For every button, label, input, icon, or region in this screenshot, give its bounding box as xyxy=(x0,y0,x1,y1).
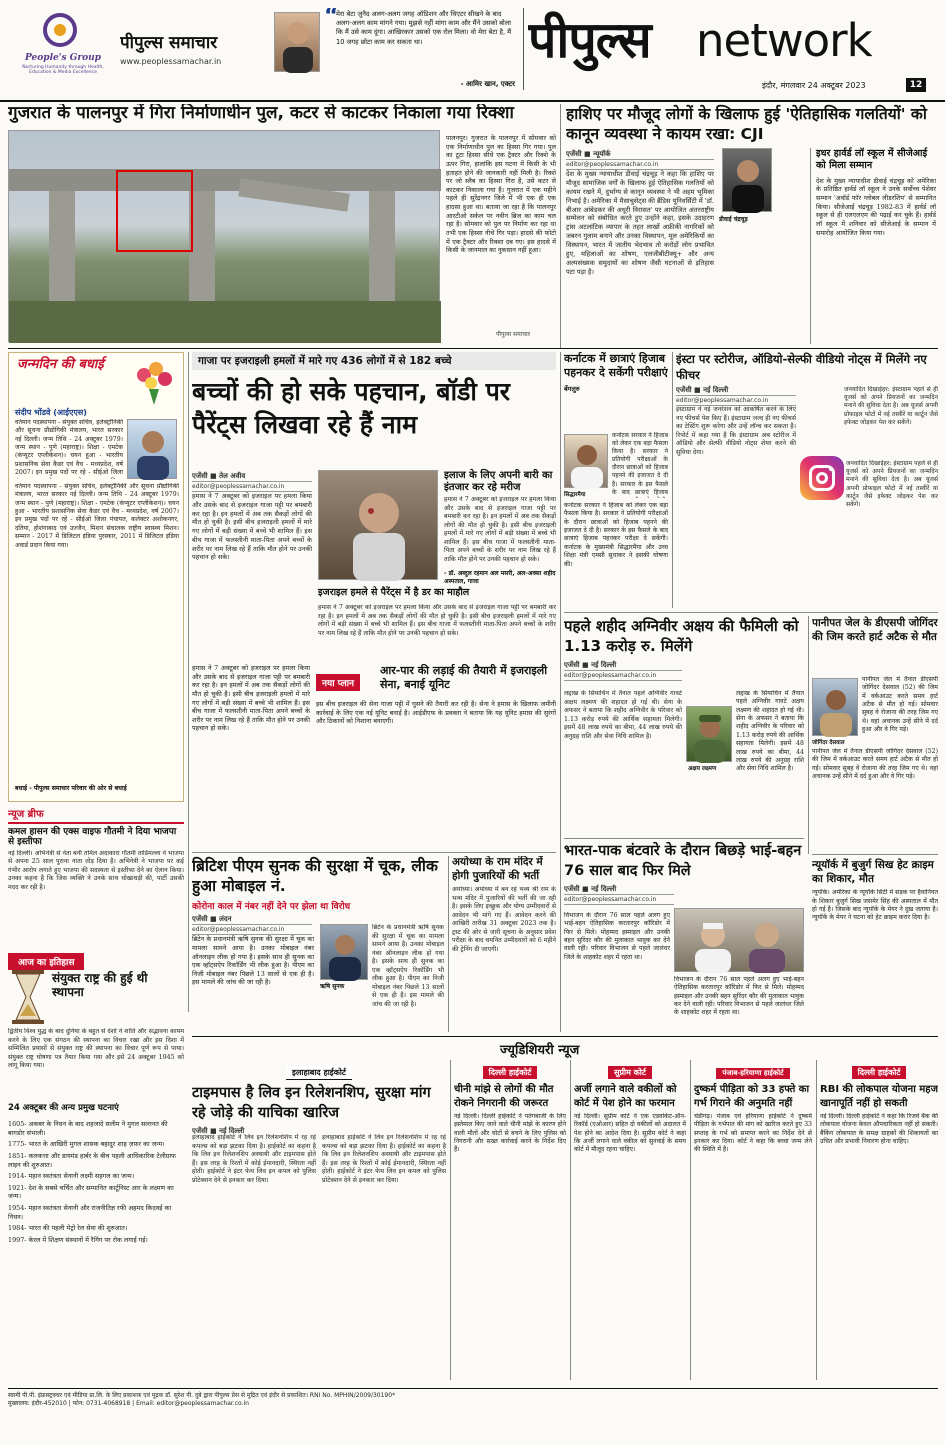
group-logo-icon xyxy=(40,10,80,50)
hourglass-icon xyxy=(8,970,48,1024)
instagram-logo-icon xyxy=(800,456,844,500)
soldier-icon xyxy=(687,707,733,763)
newyork-headline[interactable]: न्यूयॉर्क में बुजुर्ग सिख हेट क्राइम का शिकार, मौत xyxy=(812,859,934,886)
place: लंदन xyxy=(219,915,232,924)
story-karnataka xyxy=(564,352,668,608)
agency: एजेंसी xyxy=(676,386,692,394)
judiciary-col3-tag: सुप्रीम कोर्ट xyxy=(608,1066,652,1079)
masthead xyxy=(0,0,945,102)
email[interactable]: editor@peoplessamachar.co.in xyxy=(676,395,796,406)
ayodhya-headline[interactable]: अयोध्या के राम मंदिर में होगी पुजारियों की भर्ती xyxy=(452,856,543,882)
sunak-photo-caption: ऋषि सुनक xyxy=(320,983,345,990)
judiciary-col1-tag: इलाहाबाद हाईकोर्ट xyxy=(286,1066,352,1080)
gaza-quote: - डॉ. अब्दुल रहमान अल मसरी, अल-अक्सा शहीद अस्पताल, गाजा xyxy=(444,570,556,585)
gaza-body-cont: हमास ने 7 अक्टूबर को इजराइल पर हमला किया और उसके बाद से इजराइल गाजा पट्टी पर बमबारी कर रहा है। इन हमलों में अब तक सैकड़ों लोगों की मौत हो चुकी है। इसी बीच इजराइली हमलों में मारे गए लोगों में बड़ी संख्या में बच्चे भी शामिल हैं। इस बीच गाजा में फलस्तीनी माता-पिता अपने बच्चों के शरीर पर नाम लिख रहे हैं ताकि मौत होने पर उनकी पहचान हो सके। xyxy=(192,664,310,733)
section-divider xyxy=(192,852,556,853)
paper-name-small: पीपुल्स समाचार xyxy=(120,33,218,53)
sunak-subhead: कोरोना काल में नंबर नहीं देने पर झेला था विरोध xyxy=(192,902,351,913)
agniveer-photo-caption: अक्षय लक्ष्मण xyxy=(688,766,717,772)
website[interactable]: www.peoplessamachar.in xyxy=(120,57,222,66)
column-divider xyxy=(188,352,189,1012)
birthday-box xyxy=(8,352,184,802)
story-newyork xyxy=(812,858,938,1034)
person-icon xyxy=(275,13,321,73)
agniveer-body: लद्दाख के सियाचिन में तैनात पहले अग्निवीर गावटे अक्षय लक्ष्मण की शहादत हो गई थी। सेना के अफसर ने बताया कि शहीद अग्निवीर के परिवार को 1.13 करोड़ रुपये की आर्थिक सहायता मिलेगी। इसमें 48 लाख रुपये का बीमा, 44 लाख रुपये की अनुग्रह राशि और सेवा निधि शामिल है। xyxy=(564,690,682,740)
judiciary-col1: इलाहाबाद हाईकोर्ट टाइमपास है लिव इन रिलेशनशिप, सुरक्षा मांग रहे जोड़े की याचिका खारिज एजेंसी ■ नई दिल्ली इलाहाबाद हाईकोर्ट ने लिव इन रिलेशनशिप में रह रहे कपल्स को बड़ा झटका दिया है। हाईकोर्ट का कहना है कि लिव इन रिलेशनशिप अस्थायी और टाइमपास होते हैं। इस तरह के रिश्तों में कोई ईमानदारी, स्थिरता नहीं होती। हाईकोर्ट ने इंटर फेथ लिव इन कपल को पुलिस प्रोटेक्शन देने से इनकार कर दिया। इलाहाबाद हाईकोर्ट ने लिव इन रिलेशनशिप में रह रहे कपल्स को बड़ा झटका दिया है। हाईकोर्ट का कहना है कि लिव इन रिलेशनशिप अस्थायी और टाइमपास होते हैं। इस तरह के रिश्तों में कोई ईमानदारी, स्थिरता नहीं होती। हाईकोर्ट ने इंटर फेथ लिव इन कपल को पुलिस प्रोटेक्शन देने से इनकार कर दिया। xyxy=(192,1060,446,1384)
history-list-title: 24 अक्टूबर की अन्य प्रमुख घटनाएं xyxy=(8,1103,119,1113)
cji-sidebar-headline[interactable]: इधर हार्वर्ड लॉ स्कूल में सीजेआई को मिला सम्मान xyxy=(816,148,928,172)
agency: एजेंसी xyxy=(564,885,580,894)
history-event: 1851- कलकत्ता और डायमंड हार्बर के बीच पहली आधिकारिक टेलीग्राफ लाइन की शुरुआत। xyxy=(8,1151,176,1169)
flower-bouquet-icon xyxy=(129,357,179,407)
history-event: 1984- भारत की पहली मेट्रो रेल सेवा की शुरुआत। xyxy=(8,1224,128,1233)
gaza-body: हमास ने 7 अक्टूबर को इजराइल पर हमला किया और उसके बाद से इजराइल गाजा पट्टी पर बमबारी कर रहा है। इन हमलों में अब तक सैकड़ों लोगों की मौत हो चुकी है। इसी बीच इजराइली हमलों में मारे गए लोगों में बड़ी संख्या में बच्चे भी शामिल हैं। इस बीच गाजा में फलस्तीनी माता-पिता अपने बच्चों के शरीर पर नाम लिख रहे हैं ताकि मौत होने पर उनकी पहचान हो सके। xyxy=(192,492,312,562)
person-icon xyxy=(565,435,609,489)
footer-contact: मुख्यालय: इंदौर-452010 | फोन: 0731-4068918 | Email: editor@peoplessamachar.co.in xyxy=(8,1400,249,1408)
email[interactable]: editor@peoplessamachar.co.in xyxy=(566,159,714,170)
history-event: 1775- भारत के आखिरी मुगल शासक बहादुर शाह ज़फ़र का जन्म। xyxy=(8,1140,165,1149)
section-divider xyxy=(192,1036,938,1037)
gaza-kicker: गाजा पर इजराइली हमलों में मारे गए 436 लोगों में से 182 बच्चे xyxy=(192,352,556,370)
gaza-subbody: हमास ने 7 अक्टूबर को इजराइल पर हमला किया और उसके बाद से इजराइल गाजा पट्टी पर बमबारी कर रहा है। इन हमलों में अब तक सैकड़ों लोगों की मौत हो चुकी है। इसी बीच इजराइली हमलों में मारे गए लोगों में बड़ी संख्या में बच्चे भी शामिल हैं। इस बीच गाजा में फलस्तीनी माता-पिता अपने बच्चों के शरीर पर नाम लिख रहे हैं ताकि मौत होने पर उनकी पहचान हो सके। xyxy=(444,496,556,563)
brief-headline[interactable]: कमल हासन की एक्स वाइफ गौतमी ने दिया भाजपा से इस्तीफा xyxy=(8,827,177,848)
sunak-body: ब्रिटेन के प्रधानमंत्री ऋषि सुनक की सुरक्षा में चूक का मामला सामने आया है। उनका मोबाइल नंबर ऑनलाइन लीक हो गया है। इसके साथ ही सुनक का एक व्हॉट्सऐप रिकॉर्डिंग भी लीक हुआ है। पीएम का निजी मोबाइल नंबर पिछले 13 सालों से एक ही है। इस मामले की जांच की जा रही है। xyxy=(192,935,314,987)
history-body: द्वितीय विश्व युद्ध के बाद दुनिया के बहुत से देशों ने शांति और सद्भावना कायम करने के लिए एक संगठन की स्थापना का विचार रखा और इस दिशा में सम्मिलित प्रयासों से संयुक्त राष्ट्र की स्थापना का विचार पूर्ण रूप से पाया। संयुक्त राष्ट्र घोषणा पत्र तैयार किया गया और इसे 24 अक्टूबर 1945 को लागू किया गया। xyxy=(8,1028,184,1069)
agency: एजेंसी xyxy=(192,1127,208,1136)
history-event: 1914- महान स्वतंत्रता सेनानी लक्ष्मी सहगल का जन्म। xyxy=(8,1172,135,1181)
judiciary-col2-tag: दिल्ली हाईकोर्ट xyxy=(483,1066,538,1079)
judiciary-col2-headline[interactable]: चीनी मांझे से लोगों की मौत रोकने निगरानी की जरूरत xyxy=(454,1084,554,1109)
quote-mark-icon: “ xyxy=(324,8,339,29)
page-number: 12 xyxy=(906,78,926,92)
email[interactable]: editor@peoplessamachar.co.in xyxy=(192,924,312,935)
gaza-subbody2: हमास ने 7 अक्टूबर को इजराइल पर हमला किया और उसके बाद से इजराइल गाजा पट्टी पर बमबारी कर रहा है। इन हमलों में अब तक सैकड़ों लोगों की मौत हो चुकी है। इसी बीच इजराइली हमलों में मारे गए लोगों में बड़ी संख्या में बच्चे भी शामिल हैं। इस बीच गाजा में फलस्तीनी माता-पिता अपने बच्चों के शरीर पर नाम लिख रहे हैं ताकि मौत होने पर उनकी पहचान हो सके। xyxy=(318,604,556,637)
karnataka-photo-caption: सिद्धारमैया xyxy=(564,492,586,498)
section-divider xyxy=(812,854,938,855)
column-divider xyxy=(672,352,673,608)
bridge-photo xyxy=(8,130,440,342)
story-bridge-headline[interactable]: गुजरात के पालनपुर में गिरा निर्माणाधीन पुल, कटर से काटकर निकाला गया रिक्शा xyxy=(8,104,514,123)
judiciary-col4-headline[interactable]: दुष्कर्म पीड़िता को 33 हफ्ते का गर्भ गिराने की अनुमति नहीं xyxy=(694,1084,810,1109)
agniveer-photo xyxy=(686,706,732,762)
jail-photo-caption: जोगिंदर देसवाल xyxy=(812,740,845,746)
history-event: 1954- महान स्वतंत्रता सेनानी और राजनीतिज्ञ रफी अहमद किदवई का निधन। xyxy=(8,1204,172,1221)
agniveer-headline[interactable]: पहले शहीद अग्निवीर अक्षय की फैमिली को 1.13 करोड़ रु. मिलेंगे xyxy=(564,617,799,656)
agency: एजेंसी xyxy=(564,660,580,669)
gaza-photo xyxy=(318,470,438,580)
cji-photo xyxy=(722,148,772,212)
karnataka-photo xyxy=(564,434,608,488)
judiciary-col1-body-cont: इलाहाबाद हाईकोर्ट ने लिव इन रिलेशनशिप में रह रहे कपल्स को बड़ा झटका दिया है। हाईकोर्ट का कहना है कि लिव इन रिलेशनशिप अस्थायी और टाइमपास होते हैं। इस तरह के रिश्तों में कोई ईमानदारी, स्थिरता नहीं होती। हाईकोर्ट ने इंटर फेथ लिव इन कपल को पुलिस प्रोटेक्शन देने से इनकार कर दिया। xyxy=(322,1134,446,1184)
column-divider xyxy=(816,1060,817,1380)
masthead-divider xyxy=(523,8,524,90)
jail-headline[interactable]: पानीपत जेल के डीएसपी जोगिंदर की जिम करते हार्ट अटैक से मौत xyxy=(812,617,938,644)
dateline: इंदौर, मंगलवार 24 अक्टूबर 2023 xyxy=(762,81,866,90)
jail-body-cont: पानीपत जेल में तैनात डीएसपी जोगिंदर देसवाल (52) की जिम में वर्कआउट करते समय हार्ट अटैक से मौत हो गई। सोमवार सुबह वे रोजाना की तरह जिम गए थे। वहां अचानक उन्हें सीने में दर्द हुआ और वे गिर पड़े। xyxy=(812,748,938,781)
story-instagram: इंस्टा पर स्टोरीज, ऑडियो-सेल्फी वीडियो नोट्स में मिलेंगे नए फीचर एजेंसी ■ नई दिल्ली editor@peoplessamachar.co.in इंस्टाग्राम ने नई जनरेशन को आकर्षित करने के लिए नए फीचर्स पेश किए हैं। इंस्टाग्राम जल्द ही नए फीचर्स का टेस्टिंग शुरू करेगा और उन्हें लॉन्च कर सकता है। रिपोर्ट में कहा गया है कि इंस्टाग्राम अब स्टोरीज में ऑडियो और सेल्फी वीडियो नोट्स शेयर करने की सुविधा देगा। जनवादित दिखाईहर: इंस्टाग्राम पहले से ही यूजर्स को अपने प्रियजनों का जन्मदिन मनाने की सुविधा देता है। अब यूजर्स अपनी प्रोफाइल फोटो में नई तस्वीरें या कार्टून जैसे इफेक्ट जोड़कर पेश कर सकेंगे। जनवादित दिखाईहर: इंस्टाग्राम पहले से ही यूजर्स को अपने प्रियजनों का जन्मदिन मनाने की सुविधा देता है। अब यूजर्स अपनी प्रोफाइल फोटो में नई तस्वीरें या कार्टून जैसे इफेक्ट जोड़कर पेश कर सकेंगे। xyxy=(676,352,938,608)
column-divider xyxy=(560,352,561,1032)
story-gaza: गाजा पर इजराइली हमलों में मारे गए 436 लोगों में से 182 बच्चे बच्चों की हो सके पहचान, बॉडी पर पैरेंट्स लिखवा रहे हैं नाम एजेंसी ■ तेल अवीव editor@peoplessamachar.co.in हमास ने 7 अक्टूबर को इजराइल पर हमला किया और उसके बाद से इजराइल गाजा पट्टी पर बमबारी कर रहा है। इन हमलों में अब तक सैकड़ों लोगों की मौत हो चुकी है। इसी बीच इजराइली हमलों में मारे गए लोगों में बड़ी संख्या में बच्चे भी शामिल हैं। इस बीच गाजा में फलस्तीनी माता-पिता अपने बच्चों के शरीर पर नाम लिख रहे हैं ताकि मौत होने पर उनकी पहचान हो सके। इलाज के लिए अपनी बारी का इंतजार कर रहे मरीज हमास ने 7 अक्टूबर को इजराइल पर हमला किया और उसके बाद से इजराइल गाजा पट्टी पर बमबारी कर रहा है। इन हमलों में अब तक सैकड़ों लोगों की मौत हो चुकी है। इसी बीच इजराइली हमलों में मारे गए लोगों में बड़ी संख्या में बच्चे भी शामिल हैं। इस बीच गाजा में फलस्तीनी माता-पिता अपने बच्चों के शरीर पर नाम लिख रहे हैं ताकि मौत होने पर उनकी पहचान हो सके। - डॉ. अब्दुल रहमान अल मसरी, अल-अक्सा शहीद अस्पताल, गाजा इजराइल हमले से पैरेंट्स में है डर का माहौल हमास ने 7 अक्टूबर को इजराइल पर हमला किया और उसके बाद से इजराइल गाजा पट्टी पर बमबारी कर रहा है। इन हमलों में अब तक सैकड़ों लोगों की मौत हो चुकी है। इसी बीच इजराइली हमलों में मारे गए लोगों में बड़ी संख्या में बच्चे भी शामिल हैं। इस बीच गाजा में फलस्तीनी माता-पिता अपने बच्चों के शरीर पर नाम लिख रहे हैं ताकि मौत होने पर उनकी पहचान हो सके। xyxy=(192,352,556,662)
history-event: 1605- अकबर के निधन के बाद शहजादे सलीम ने मुगल सल्तनत की बागडोर संभाली। xyxy=(8,1120,168,1137)
gaza-subhead1[interactable]: इलाज के लिए अपनी बारी का इंतजार कर रहे मरीज xyxy=(444,470,553,493)
column-divider xyxy=(448,856,449,1032)
quote-box xyxy=(324,8,519,93)
agniveer-body-cont: लद्दाख के सियाचिन में तैनात पहले अग्निवीर गावटे अक्षय लक्ष्मण की शहादत हो गई थी। सेना के अफसर ने बताया कि शहीद अग्निवीर के परिवार को 1.13 करोड़ रुपये की आर्थिक सहायता मिलेगी। इसमें 48 लाख रुपये का बीमा, 44 लाख रुपये की अनुग्रह राशि और सेवा निधि शामिल है। xyxy=(736,690,804,773)
cji-sidebar-divider xyxy=(810,148,811,344)
israel-headline[interactable]: आर-पार की लड़ाई की तैयारी में इजराइली सेना, बनाई यूनिट xyxy=(380,664,548,692)
paper-logo xyxy=(120,30,270,80)
person-icon xyxy=(321,925,369,981)
history-headline[interactable]: संयुक्त राष्ट्र की हुई थी स्थापना xyxy=(52,971,148,999)
judiciary-col5-tag: दिल्ली हाईकोर्ट xyxy=(852,1066,907,1079)
judiciary-col4-tag: पंजाब-हरियाणा हाईकोर्ट xyxy=(716,1068,789,1079)
place: तेल अवीव xyxy=(219,472,246,480)
story-jail xyxy=(812,616,938,854)
karnataka-place: बेंगलुरु xyxy=(564,384,580,393)
column-divider xyxy=(570,1060,571,1380)
judiciary-col5-body: नई दिल्ली। दिल्ली हाईकोर्ट ने कहा कि रिजर्व बैंक की लोकपाल योजना केवल औपचारिकता नहीं हो सकती। बैंकिंग लोकपाल के समक्ष ग्राहकों की शिकायतों का उचित और प्रभावी निवारण होना चाहिए। xyxy=(820,1113,938,1146)
section-divider xyxy=(564,838,804,839)
cji-sidebar-body: देश के मुख्य न्यायाधीश डीवाई चंद्रचूड़ को अमेरिका के प्रतिष्ठित हार्वर्ड लॉ स्कूल ने उनके सर्वोच्च पेशेवर सम्मान 'अवॉर्ड फॉर ग्लोबल लीडरशिप' से सम्मानित किया। सीजेआई चंद्रचूड़ 1982-83 में हार्वर्ड लॉ स्कूल से ही एलएलएम की पढ़ाई कर चुके हैं। हार्वर्ड लॉ स्कूल में शनिवार को सीजेआई के सम्मान में समारोह आयोजित किया गया। xyxy=(816,176,936,237)
story-bridge xyxy=(8,104,556,344)
brief-label: न्यूज ब्रीफ xyxy=(8,806,184,824)
person-icon xyxy=(128,420,178,480)
birthday-title xyxy=(17,357,127,403)
instagram-side-body: जनवादित दिखाईहर: इंस्टाग्राम पहले से ही यूजर्स को अपने प्रियजनों का जन्मदिन मनाने की सुविधा देता है। अब यूजर्स अपनी प्रोफाइल फोटो में नई तस्वीरें या कार्टून जैसे इफेक्ट जोड़कर पेश कर सकेंगे। xyxy=(844,386,938,426)
birthday-body-cont: वर्तमान पदस्थापना - संयुक्त सचिव, इलेक्ट्रॉनिकी और सूचना प्रौद्योगिकी मंत्रालय, भारत सरकार नई दिल्ली। जन्म तिथि - 24 अक्टूबर 1979। जन्म स्थान - पुणे (महाराष्ट्र)। शिक्षा - एमटेक (कंप्यूटर एप्लीकेशन)। चयन हुआ - भारतीय प्रशासनिक सेवा कैडर एवं वैच - मध्यप्रदेश, वर्ष 2007। इन प्रमुख पदों पर रहे - सीईओ जिला पंचायत, कलेक्टर अशोकनगर, दतिया, होशंगाबाद एवं उज्जैन, मिशन संचालक राष्ट्रीय स्वास्थ्य मिशन। सम्मान - 2017 में डिजिटल इंडिया पुरस्कार, 2011 में डिजिटल इंडिया अवार्ड प्रदान किया गया। xyxy=(15,483,179,549)
birthday-title-text: जन्मदिन की बधाई xyxy=(17,357,104,372)
group-tagline: Nurturing Humanity through Health, Education & Media Excellence xyxy=(22,65,104,76)
place: नई दिल्ली xyxy=(591,885,617,894)
gaza-headline[interactable]: बच्चों की हो सके पहचान, बॉडी पर पैरेंट्स लिखवा रहे हैं नाम xyxy=(192,377,511,439)
karnataka-body: कर्नाटक सरकार ने हिजाब को लेकर एक बड़ा फैसला किया है। सरकार ने प्रतियोगी परीक्षाओं के दौरान छात्राओं को हिजाब पहनने की इजाजत दे दी है। सरकार के इस फैसले के बाद छात्राएं हिजाब xyxy=(612,432,668,496)
agency: एजेंसी xyxy=(192,915,208,924)
birthday-photo xyxy=(127,419,177,479)
instagram-headline[interactable]: इंस्टा पर स्टोरीज, ऑडियो-सेल्फी वीडियो नोट्स में मिलेंगे नए फीचर xyxy=(676,352,927,382)
section-divider xyxy=(564,612,938,613)
judiciary-col3-body: नई दिल्ली। सुप्रीम कोर्ट ने एक एडवोकेट-ऑन-रिकॉर्ड (एओआर) सहित दो वकीलों को अदालत में पेश होने का आदेश दिया है। सुप्रीम कोर्ट ने कहा कि अर्जी लगाने वाले वकील को सुनवाई के समय कोर्ट में मौजूद रहना चाहिए। xyxy=(574,1113,686,1154)
birthday-name: संदीप भोंडवे (आईएएस) xyxy=(15,408,87,417)
history-event: 1921- देश के सबसे चर्चित और सम्मानित कार्टूनिस्ट आर के लक्ष्मण का जन्म। xyxy=(8,1183,174,1201)
column-divider xyxy=(560,104,561,348)
column-divider xyxy=(690,1060,691,1380)
siblings-body-cont: विभाजन के दौरान 76 साल पहले अलग हुए भाई-बहन ऐतिहासिक करतारपुर कॉरिडोर में फिर से मिले। मोहम्मद इस्माइल और उनकी बहन सुरिंदर कौर की मुलाकात भावुक कर देने वाली रही। परिवार विभाजन से पहले जालंधर जिले के शाहकोट शहर में रहता था। xyxy=(674,976,804,1017)
person-icon xyxy=(723,149,773,213)
story-ayodhya xyxy=(452,856,556,1032)
story-cji-headline[interactable]: हाशिए पर मौजूद लोगों के खिलाफ हुई 'ऐतिहासिक गलतियों' को कानून व्यवस्था ने कायम रखा: CJI xyxy=(566,105,927,144)
agency: एजेंसी xyxy=(192,472,208,480)
story-agniveer: पहले शहीद अग्निवीर अक्षय की फैमिली को 1.13 करोड़ रु. मिलेंगे एजेंसी ■ नई दिल्ली editor@peoplessamachar.co.in लद्दाख के सियाचिन में तैनात पहले अग्निवीर गावटे अक्षय लक्ष्मण की शहादत हो गई थी। सेना के अफसर ने बताया कि शहीद अग्निवीर के परिवार को 1.13 करोड़ रुपये की आर्थिक सहायता मिलेगी। इसमें 48 लाख रुपये का बीमा, 44 लाख रुपये की अनुग्रह राशि और सेवा निधि शामिल है। अक्षय लक्ष्मण लद्दाख के सियाचिन में तैनात पहले अग्निवीर गावटे अक्षय लक्ष्मण की शहादत हो गई थी। सेना के अफसर ने बताया कि शहीद अग्निवीर के परिवार को 1.13 करोड़ रुपये की आर्थिक सहायता मिलेगी। इसमें 48 लाख रुपये का बीमा, 44 लाख रुपये की अनुग्रह राशि और सेवा निधि शामिल है। xyxy=(564,616,804,834)
judiciary-col5 xyxy=(820,1060,938,1384)
ayodhya-body: अयोध्या। अयोध्या में बन रहे भव्य श्री राम के भव्य मंदिर में पुजारियों की भर्ती की जा रही है। इसके लिए इच्छुक और योग्य उम्मीदवारों से आवेदन भी मांगे गए हैं। आवेदन करने की आखिरी तारीख 31 अक्टूबर 2023 तक है। ट्रस्ट की ओर से जारी सूचना के अनुसार प्रवेश परीक्षा के बाद चयनित उम्मीदवारों को 6 महीने की ट्रेनिंग दी जाएगी। xyxy=(452,886,556,953)
israel-body: इस बीच इजराइल की सेना गाजा पट्टी में घुसने की तैयारी कर रही है। सेना ने हमास के खिलाफ जमीनी कार्रवाई के लिए एक नई यूनिट बनाई है। आईडीएफ के प्रवक्ता ने बताया कि यह यूनिट हमास की सुरंगों और ठिकानों को निशाना बनाएगी। xyxy=(316,700,556,726)
judiciary-col2-body: नई दिल्ली। दिल्ली हाईकोर्ट ने पतंगबाजी के लिए इस्तेमाल किए जाने वाले चीनी मांझे के कारण होने वाली मौतों और चोटों से बचने के लिए पुलिस को निगरानी और सख्त कार्रवाई करने के निर्देश दिए हैं। xyxy=(454,1113,566,1154)
history-label: आज का इतिहास xyxy=(8,953,84,970)
judiciary-col2 xyxy=(454,1060,566,1384)
bridge-illustration xyxy=(9,131,441,343)
judiciary-col3 xyxy=(574,1060,686,1384)
birthday-body: वर्तमान पदस्थापना - संयुक्त सचिव, इलेक्ट्रॉनिकी और सूचना प्रौद्योगिकी मंत्रालय, भारत सरकार नई दिल्ली। जन्म तिथि - 24 अक्टूबर 1979। जन्म स्थान - पुणे (महाराष्ट्र)। शिक्षा - एमटेक (कंप्यूटर एप्लीकेशन)। चयन हुआ - भारतीय प्रशासनिक सेवा कैडर एवं वैच - मध्यप्रदेश, वर्ष 2007। इन प्रमुख पदों पर रहे - सीईओ जिला xyxy=(15,419,123,477)
story-israel-unit xyxy=(316,664,556,848)
judiciary-col4-body: चंडीगढ़। पंजाब एवं हरियाणा हाईकोर्ट ने दुष्कर्म पीड़िता के गर्भपात की मांग को खारिज करते हुए 33 सप्ताह के गर्भ को समाप्त करने का निर्देश देने से इनकार कर दिया। कोर्ट ने कहा कि बच्चा जन्म लेने की स्थिति में है। xyxy=(694,1113,812,1154)
footer-imprint: स्वामी पी.पी. इंफ्रास्ट्रक्चर एवं मीडिया प्रा.लि. के लिए प्रकाशक एवं मुद्रक डॉ. सुरेश पी. दुबे द्वारा पीपुल्स प्रेस से मुद्रित एवं इंदौर से प्रकाशित। RNI No. MPHIN/2009/30190* xyxy=(8,1392,396,1399)
photo-credit: पीपुल्स समाचार xyxy=(496,331,531,338)
siblings-photo xyxy=(674,908,804,972)
group-logo xyxy=(18,10,108,80)
email[interactable]: editor@peoplessamachar.co.in xyxy=(564,670,682,681)
place: नई दिल्ली xyxy=(591,660,617,669)
siblings-headline[interactable]: भारत-पाक बंटवारे के दौरान बिछड़े भाई-बहन 76 साल बाद फिर मिले xyxy=(564,843,802,879)
group-name: People's Group xyxy=(25,53,101,63)
brief-body: नई दिल्ली। अभिनेत्री से नेता बनीं तमिल अदाकारा गौतमी ताडिमल्ला ने भाजपा से अपना 25 साल पुराना नाता तोड़ दिया है। अभिनेत्री ने भाजपा पर कई गंभीर आरोप लगाते हुए भाजपा की सदस्यता से इस्तीफा देने का ऐलान किया। उनका कहना है कि जिस व्यक्ति ने उनके साथ धोखाधड़ी की, पार्टी उसकी मदद कर रही है। xyxy=(8,849,184,891)
sunak-body-cont: ब्रिटेन के प्रधानमंत्री ऋषि सुनक की सुरक्षा में चूक का मामला सामने आया है। उनका मोबाइल नंबर ऑनलाइन लीक हो गया है। इसके साथ ही सुनक का एक व्हॉट्सऐप रिकॉर्डिंग भी लीक हुआ है। पीएम का निजी मोबाइल नंबर पिछले 13 सालों से एक ही है। इस मामले की जांच की जा रही है। xyxy=(372,924,444,1008)
judiciary-col5-headline[interactable]: RBI की लोकपाल योजना महज खानापूर्ति नहीं हो सकती xyxy=(820,1084,938,1109)
place: नई दिल्ली xyxy=(703,386,729,394)
israel-tag: नया प्लान xyxy=(316,674,360,691)
brand-english: network xyxy=(696,14,872,67)
quote-author-photo xyxy=(274,12,320,72)
brand-hindi: पीपुल्स xyxy=(528,11,651,69)
place: नई दिल्ली xyxy=(219,1127,245,1136)
cji-photo-caption: डीवाई चंद्रचूड़ xyxy=(719,216,748,223)
newyork-body: न्यूयॉर्क। अमेरिका के न्यूयॉर्क सिटी में सड़क पर हैवानियत के शिकार बुजुर्ग सिख जसमेर सिंह की अस्पताल में मौत हो गई है। जिसके बाद न्यूयॉर्क के मेयर ने दुख जताया है। न्यूयॉर्क के मेयर ने घटना को हेट क्राइम करार दिया है। xyxy=(812,889,938,922)
judiciary-col1-body: इलाहाबाद हाईकोर्ट ने लिव इन रिलेशनशिप में रह रहे कपल्स को बड़ा झटका दिया है। हाईकोर्ट का कहना है कि लिव इन रिलेशनशिप अस्थायी और टाइमपास होते हैं। इस तरह के रिश्तों में कोई ईमानदारी, स्थिरता नहीं होती। हाईकोर्ट ने इंटर फेथ लिव इन कपल को पुलिस प्रोटेक्शन देने से इनकार कर दिया। xyxy=(192,1134,316,1184)
judiciary-col4 xyxy=(694,1060,812,1384)
jail-photo xyxy=(812,678,858,736)
quote-text: मेरा बेटा जुनैद अलग-अलग जगह ऑडिशन और थिएटर सीखने के बाद अलग-अलग काम मांगने गया। मुझसे नहीं मांगा काम और मैंने उसको बोला कि मैं उसे काम दूंगा। आखिरकार उसको एक रोल मिला। वो मेरा बेटा है, मैं 10 जगह छोटा काम कर सकता था। xyxy=(336,10,512,46)
column-divider xyxy=(808,616,809,854)
place: न्यूयॉर्क xyxy=(593,150,611,158)
email[interactable]: editor@peoplessamachar.co.in xyxy=(192,481,312,492)
karnataka-body-cont: कर्नाटक सरकार ने हिजाब को लेकर एक बड़ा फैसला किया है। सरकार ने प्रतियोगी परीक्षाओं के दौरान छात्राओं को हिजाब पहनने की इजाजत दे दी है। सरकार के इस फैसले के बाद छात्राएं हिजाब पहनकर परीक्षा दे सकेंगी। कर्नाटक के मुख्यमंत्री सिद्धारमैया और उच्च शिक्षा मंत्री एमसी सुधाकर ने इसकी घोषणा की। xyxy=(564,502,668,568)
brand xyxy=(528,0,938,80)
birthday-wishes: बधाई - पीपुल्स समाचार परिवार की ओर से बधाई xyxy=(15,785,127,792)
gaza-subhead2[interactable]: इजराइल हमले से पैरेंट्स में है डर का माहौल xyxy=(318,587,470,598)
jail-body: पानीपत जेल में तैनात डीएसपी जोगिंदर देसवाल (52) की जिम में वर्कआउट करते समय हार्ट अटैक से मौत हो गई। सोमवार सुबह वे रोजाना की तरह जिम गए थे। वहां अचानक उन्हें सीने में दर्द हुआ और वे गिर पड़े। xyxy=(862,676,938,734)
news-brief xyxy=(8,806,184,946)
siblings-body: विभाजन के दौरान 76 साल पहले अलग हुए भाई-बहन ऐतिहासिक करतारपुर कॉरिडोर में फिर से मिले। मोहम्मद इस्माइल और उनकी बहन सुरिंदर कौर की मुलाकात भावुक कर देने वाली रही। परिवार विभाजन से पहले जालंधर जिले के शाहकोट शहर में रहता था। xyxy=(564,912,670,961)
agency: एजेंसी xyxy=(566,150,582,158)
story-siblings: भारत-पाक बंटवारे के दौरान बिछड़े भाई-बहन 76 साल बाद फिर मिले एजेंसी ■ नई दिल्ली editor@peoplessamachar.co.in विभाजन के दौरान 76 साल पहले अलग हुए भाई-बहन ऐतिहासिक करतारपुर कॉरिडोर में फिर से मिले। मोहम्मद इस्माइल और उनकी बहन सुरिंदर कौर की मुलाकात भावुक कर देने वाली रही। परिवार विभाजन से पहले जालंधर जिले के शाहकोट शहर में रहता था। विभाजन के दौरान 76 साल पहले अलग हुए भाई-बहन ऐतिहासिक करतारपुर कॉरिडोर में फिर से मिले। मोहम्मद इस्माइल और उनकी बहन सुरिंदर कौर की मुलाकात भावुक कर देने वाली रही। परिवार विभाजन से पहले जालंधर जिले के शाहकोट शहर में रहता था। xyxy=(564,842,804,1032)
sunak-photo xyxy=(320,924,368,980)
siblings-photo-illustration xyxy=(675,909,804,973)
history-event: 1997- केरल में शिक्षण संस्थानों में रैगिंग पर रोक लगाई गई। xyxy=(8,1236,148,1245)
history-events xyxy=(8,1120,184,1248)
judiciary-col3-headline[interactable]: अर्जी लगाने वाले वकीलों को कोर्ट में पेश होने का फरमान xyxy=(574,1084,677,1109)
story-bridge-body: पालनपुर। गुजरात के पालनपुर में सोमवार को एक निर्माणाधीन पुल का हिस्सा गिर गया। पुल का टूटा हिस्सा सीधे एक ट्रैक्टर और रिक्शे के ऊपर गिरा, हालांकि इस घटना में किसी के भी हताहत होने की जानकारी नहीं मिली है। रिक्शे पर जो स्लैब का हिस्सा गिरा है, उसे कटर से काटकर निकाला गया है। गुजरात में एक महीने पहले ही सुरेंद्रनगर जिले में भी एक ही एक हादसा हुआ था। बताया जा रहा है कि पालनपुर आरटीओ सर्कल पर नवीन ब्रिज का काम चल रहा है। सोमवार को पुल पर निर्माण कर रहा था तभी एक हिस्सा नीचे गिर पड़ा। हादसे की फोटो में एक ट्रैक्टर और रिक्शा दब गए। इस हादसे में किसी के जानमाल का नुकसान नहीं हुआ। xyxy=(446,134,556,255)
judiciary-label: ज्यूडिशियरी न्यूज xyxy=(500,1043,580,1058)
story-cji-body: देश के मुख्य न्यायाधीश डीवाई चंद्रचूड़ ने कहा कि हाशिए पर मौजूद सामाजिक वर्गों के खिलाफ हुई ऐतिहासिक गलतियों को कायम रखने में, दुर्भाग्य से कानून व्यवस्था ने भी अहम भूमिका निभाई है। अमेरिका में मैसाचुसेट्स की ब्रैंडिस यूनिवर्सिटी में 'डॉ. बीआर आंबेडकर की अधूरी विरासत' पर आयोजित अंतरराष्ट्रीय सम्मेलन को संबोधित करते हुए उन्होंने कहा, इसके उदाहरण ट्रांस अटलांटिक व्यापार के तहत लाखों अफ्रीकी नागरिकों को जबरन गुलाम बनाने और उनका विस्थापन, मूल अमेरिकियों का विस्थापन, भारत में जातीय भेदभाव तो करोड़ों लोग प्रभावित हुए, महिलाओं का शोषण, एलजीबीटीक्यू+ और अन्य अल्पसंख्यक समुदायों का शोषण जैसी घटनाओं से इतिहास पटा पड़ा है। xyxy=(566,170,714,276)
email[interactable]: editor@peoplessamachar.co.in xyxy=(564,894,674,905)
story-cji: हाशिए पर मौजूद लोगों के खिलाफ हुई 'ऐतिहासिक गलतियों' को कानून व्यवस्था ने कायम रखा: CJI एजेंसी ■ न्यूयॉर्क editor@peoplessamachar.co.in देश के मुख्य न्यायाधीश डीवाई चंद्रचूड़ ने कहा कि हाशिए पर मौजूद सामाजिक वर्गों के खिलाफ हुई ऐतिहासिक गलतियों को कायम रखने में, दुर्भाग्य से कानून व्यवस्था ने भी अहम भूमिका निभाई है। अमेरिका में मैसाचुसेट्स की ब्रैंडिस यूनिवर्सिटी में 'डॉ. बीआर आंबेडकर की अधूरी विरासत' पर आयोजित अंतरराष्ट्रीय सम्मेलन को संबोधित करते हुए उन्होंने कहा, इसके उदाहरण ट्रांस अटलांटिक व्यापार के तहत लाखों अफ्रीकी नागरिकों को जबरन गुलाम बनाने और उनका विस्थापन, मूल अमेरिकियों का विस्थापन, भारत में जातीय भेदभाव तो करोड़ों लोग प्रभावित हुए, महिलाओं का शोषण, एलजीबीटीक्यू+ और अन्य अल्पसंख्यक समुदायों का शोषण जैसी घटनाओं से इतिहास पटा पड़ा है। डीवाई चंद्रचूड़ इधर हार्वर्ड लॉ स्कूल में सीजेआई को मिला सम्मान देश के मुख्य न्यायाधीश डीवाई चंद्रचूड़ को अमेरिका के प्रतिष्ठित हार्वर्ड लॉ स्कूल ने उनके सर्वोच्च पेशेवर सम्मान 'अवॉर्ड फॉर ग्लोबल लीडरशिप' से सम्मानित किया। सीजेआई चंद्रचूड़ 1982-83 में हार्वर्ड लॉ स्कूल से ही एलएलएम की पढ़ाई कर चुके हैं। हार्वर्ड लॉ स्कूल में शनिवार को सीजेआई के सम्मान में समारोह आयोजित किया गया। xyxy=(566,104,938,348)
karnataka-headline[interactable]: कर्नाटक में छात्राएं हिजाब पहनकर दे सकेंगी परीक्षाएं xyxy=(564,352,668,380)
story-sunak: ब्रिटिश पीएम सुनक की सुरक्षा में चूक, लीक हुआ मोबाइल नं. कोरोना काल में नंबर नहीं देने पर झेला था विरोध एजेंसी ■ लंदन editor@peoplessamachar.co.in ब्रिटेन के प्रधानमंत्री ऋषि सुनक की सुरक्षा में चूक का मामला सामने आया है। उनका मोबाइल नंबर ऑनलाइन लीक हो गया है। इसके साथ ही सुनक का एक व्हॉट्सऐप रिकॉर्डिंग भी लीक हुआ है। पीएम का निजी मोबाइल नंबर पिछले 13 सालों से एक ही है। इस मामले की जांच की जा रही है। xyxy=(192,856,444,1028)
sunak-headline[interactable]: ब्रिटिश पीएम सुनक की सुरक्षा में चूक, लीक हुआ मोबाइल नं. xyxy=(192,857,438,896)
column-divider xyxy=(450,1060,451,1380)
footer xyxy=(8,1388,938,1436)
instagram-body: इंस्टाग्राम ने नई जनरेशन को आकर्षित करने के लिए नए फीचर्स पेश किए हैं। इंस्टाग्राम जल्द ही नए फीचर्स का टेस्टिंग शुरू करेगा और उन्हें लॉन्च कर सकता है। रिपोर्ट में कहा गया है कि इंस्टाग्राम अब स्टोरीज में ऑडियो और सेल्फी वीडियो नोट्स शेयर करने की सुविधा देगा। xyxy=(676,406,796,456)
person-icon xyxy=(813,679,859,737)
history-box xyxy=(8,950,184,1370)
judiciary-col1-headline[interactable]: टाइमपास है लिव इन रिलेशनशिप, सुरक्षा मांग रहे जोड़े की याचिका खारिज xyxy=(192,1085,431,1121)
instagram-side-body-cont: जनवादित दिखाईहर: इंस्टाग्राम पहले से ही यूजर्स को अपने प्रियजनों का जन्मदिन मनाने की सुविधा देता है। अब यूजर्स अपनी प्रोफाइल फोटो में नई तस्वीरें या कार्टून जैसे इफेक्ट जोड़कर पेश कर सकेंगे। xyxy=(846,460,938,509)
section-divider xyxy=(8,348,938,349)
child-photo-illustration xyxy=(319,471,439,581)
quote-author: - आमिर खान, एक्टर xyxy=(460,80,515,88)
